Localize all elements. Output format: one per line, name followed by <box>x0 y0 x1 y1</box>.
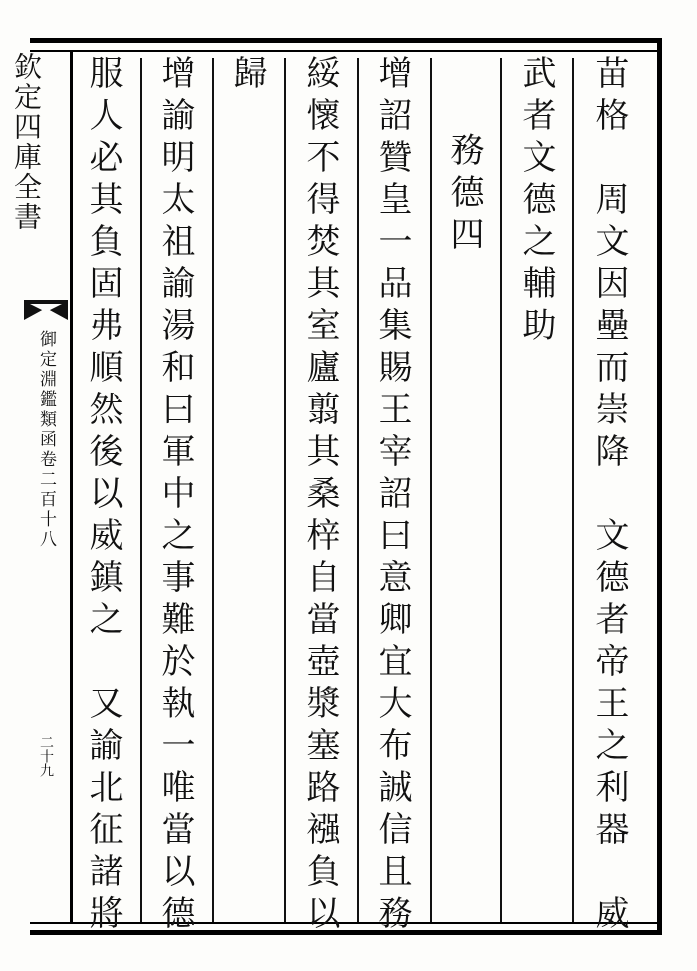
margin-divider <box>70 50 73 924</box>
text-column-7: 增諭明太祖諭湯和曰軍中之事難於執一唯當以德 <box>155 55 195 937</box>
top-border-inner <box>30 50 662 52</box>
bottom-border-inner <box>30 922 662 924</box>
text-column-1: 苗格 周文因壘而崇降 文德者帝王之利器 威 <box>589 55 629 937</box>
text-column-4: 增詔贊皇一品集賜王宰詔曰意卿宜大布誠信且務 <box>372 55 412 937</box>
column-separator <box>500 58 502 922</box>
bottom-border-outer <box>30 930 662 935</box>
column-separator <box>284 58 286 922</box>
column-separator <box>357 58 359 922</box>
fishtail-ornament <box>22 298 70 328</box>
column-separator <box>140 58 142 922</box>
text-column-5: 綏懷不得焚其室廬翦其桑梓自當壺漿塞路襁負以 <box>300 55 340 937</box>
text-column-3: 務德四 <box>444 90 484 258</box>
text-column-8: 服人必其負固弗順然後以威鎮之 又諭北征諸將 <box>83 55 123 937</box>
page-number: 二十九 <box>38 735 54 777</box>
volume-title: 御定淵鑑類函卷二百十八 <box>36 330 56 550</box>
top-border-outer <box>30 38 662 43</box>
column-separator <box>430 58 432 922</box>
column-separator <box>212 58 214 922</box>
column-separator <box>572 58 574 922</box>
right-border <box>657 38 662 935</box>
text-column-6: 歸 <box>227 55 267 97</box>
book-title: 欽定四庫全書 <box>10 52 43 232</box>
text-column-2: 武者文德之輔助 <box>516 55 556 349</box>
